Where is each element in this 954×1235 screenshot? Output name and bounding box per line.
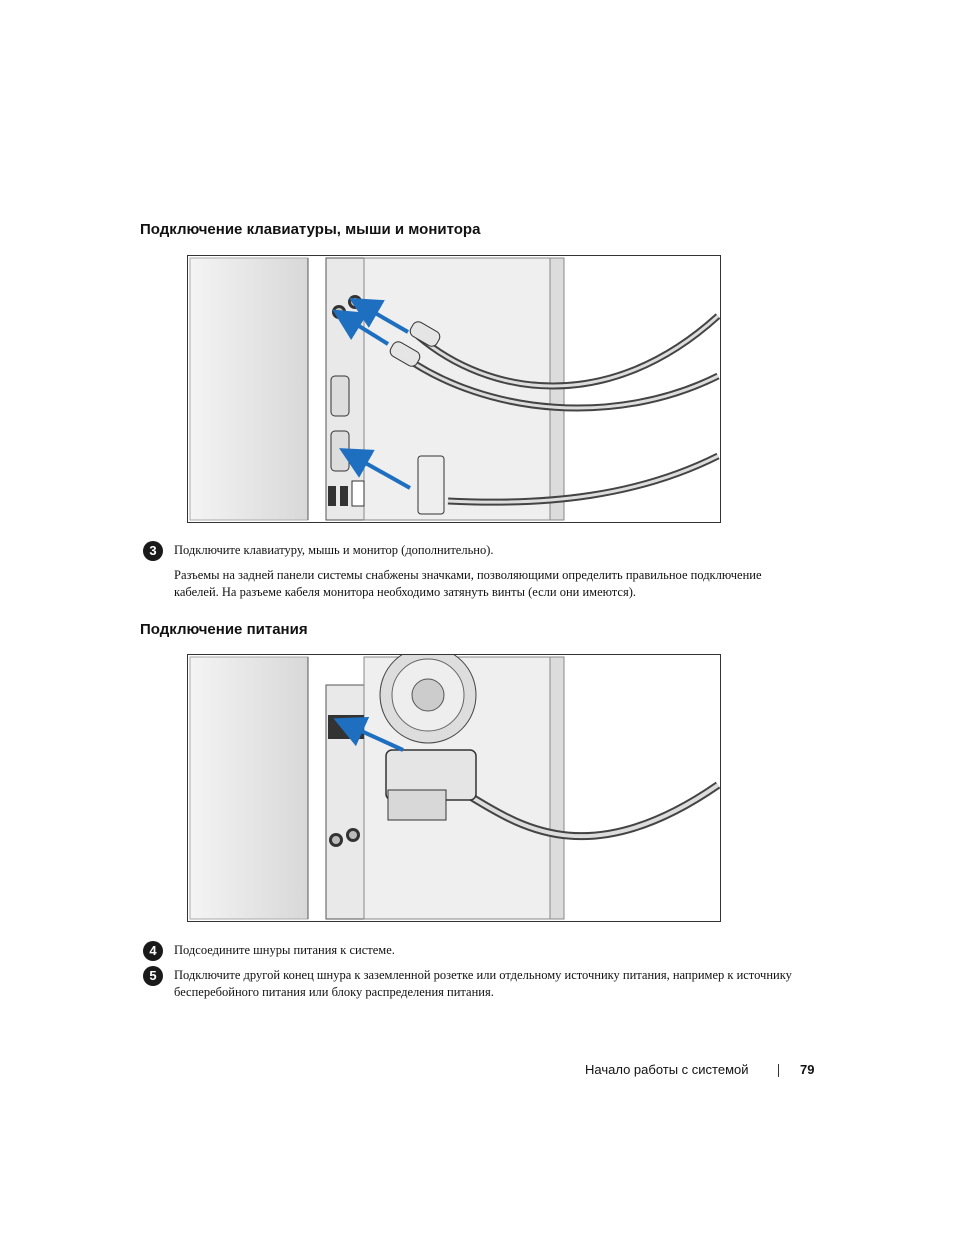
footer-separator (778, 1064, 779, 1077)
power-illustration (188, 655, 720, 921)
step-number-3: 3 (143, 541, 163, 561)
peripherals-illustration (188, 256, 720, 522)
figure-power-connection (187, 654, 721, 922)
section-heading-power: Подключение питания (140, 621, 308, 638)
step-4-text: Подсоедините шнуры питания к системе. (174, 943, 395, 957)
step-3-note: Разъемы на задней панели системы снабжены значками, позволяющими определить правильное подключение кабелей. На разъеме кабеля монитора необходимо затянуть винты (если они имеются). (174, 568, 762, 599)
step-number-4: 4 (143, 941, 163, 961)
step-number-5: 5 (143, 966, 163, 986)
footer-chapter-title: Начало работы с системой (585, 1062, 749, 1077)
figure-peripherals-connection (187, 255, 721, 523)
step-3-text: Подключите клавиатуру, мышь и монитор (дополнительно). (174, 543, 494, 557)
section-heading-peripherals: Подключение клавиатуры, мыши и монитора (140, 221, 481, 238)
footer-page-number: 79 (800, 1062, 815, 1077)
step-5-text: Подключите другой конец шнура к заземленной розетке или отдельному источнику питания, например к источнику бесперебойного питания или блоку распределения питания. (174, 968, 792, 999)
